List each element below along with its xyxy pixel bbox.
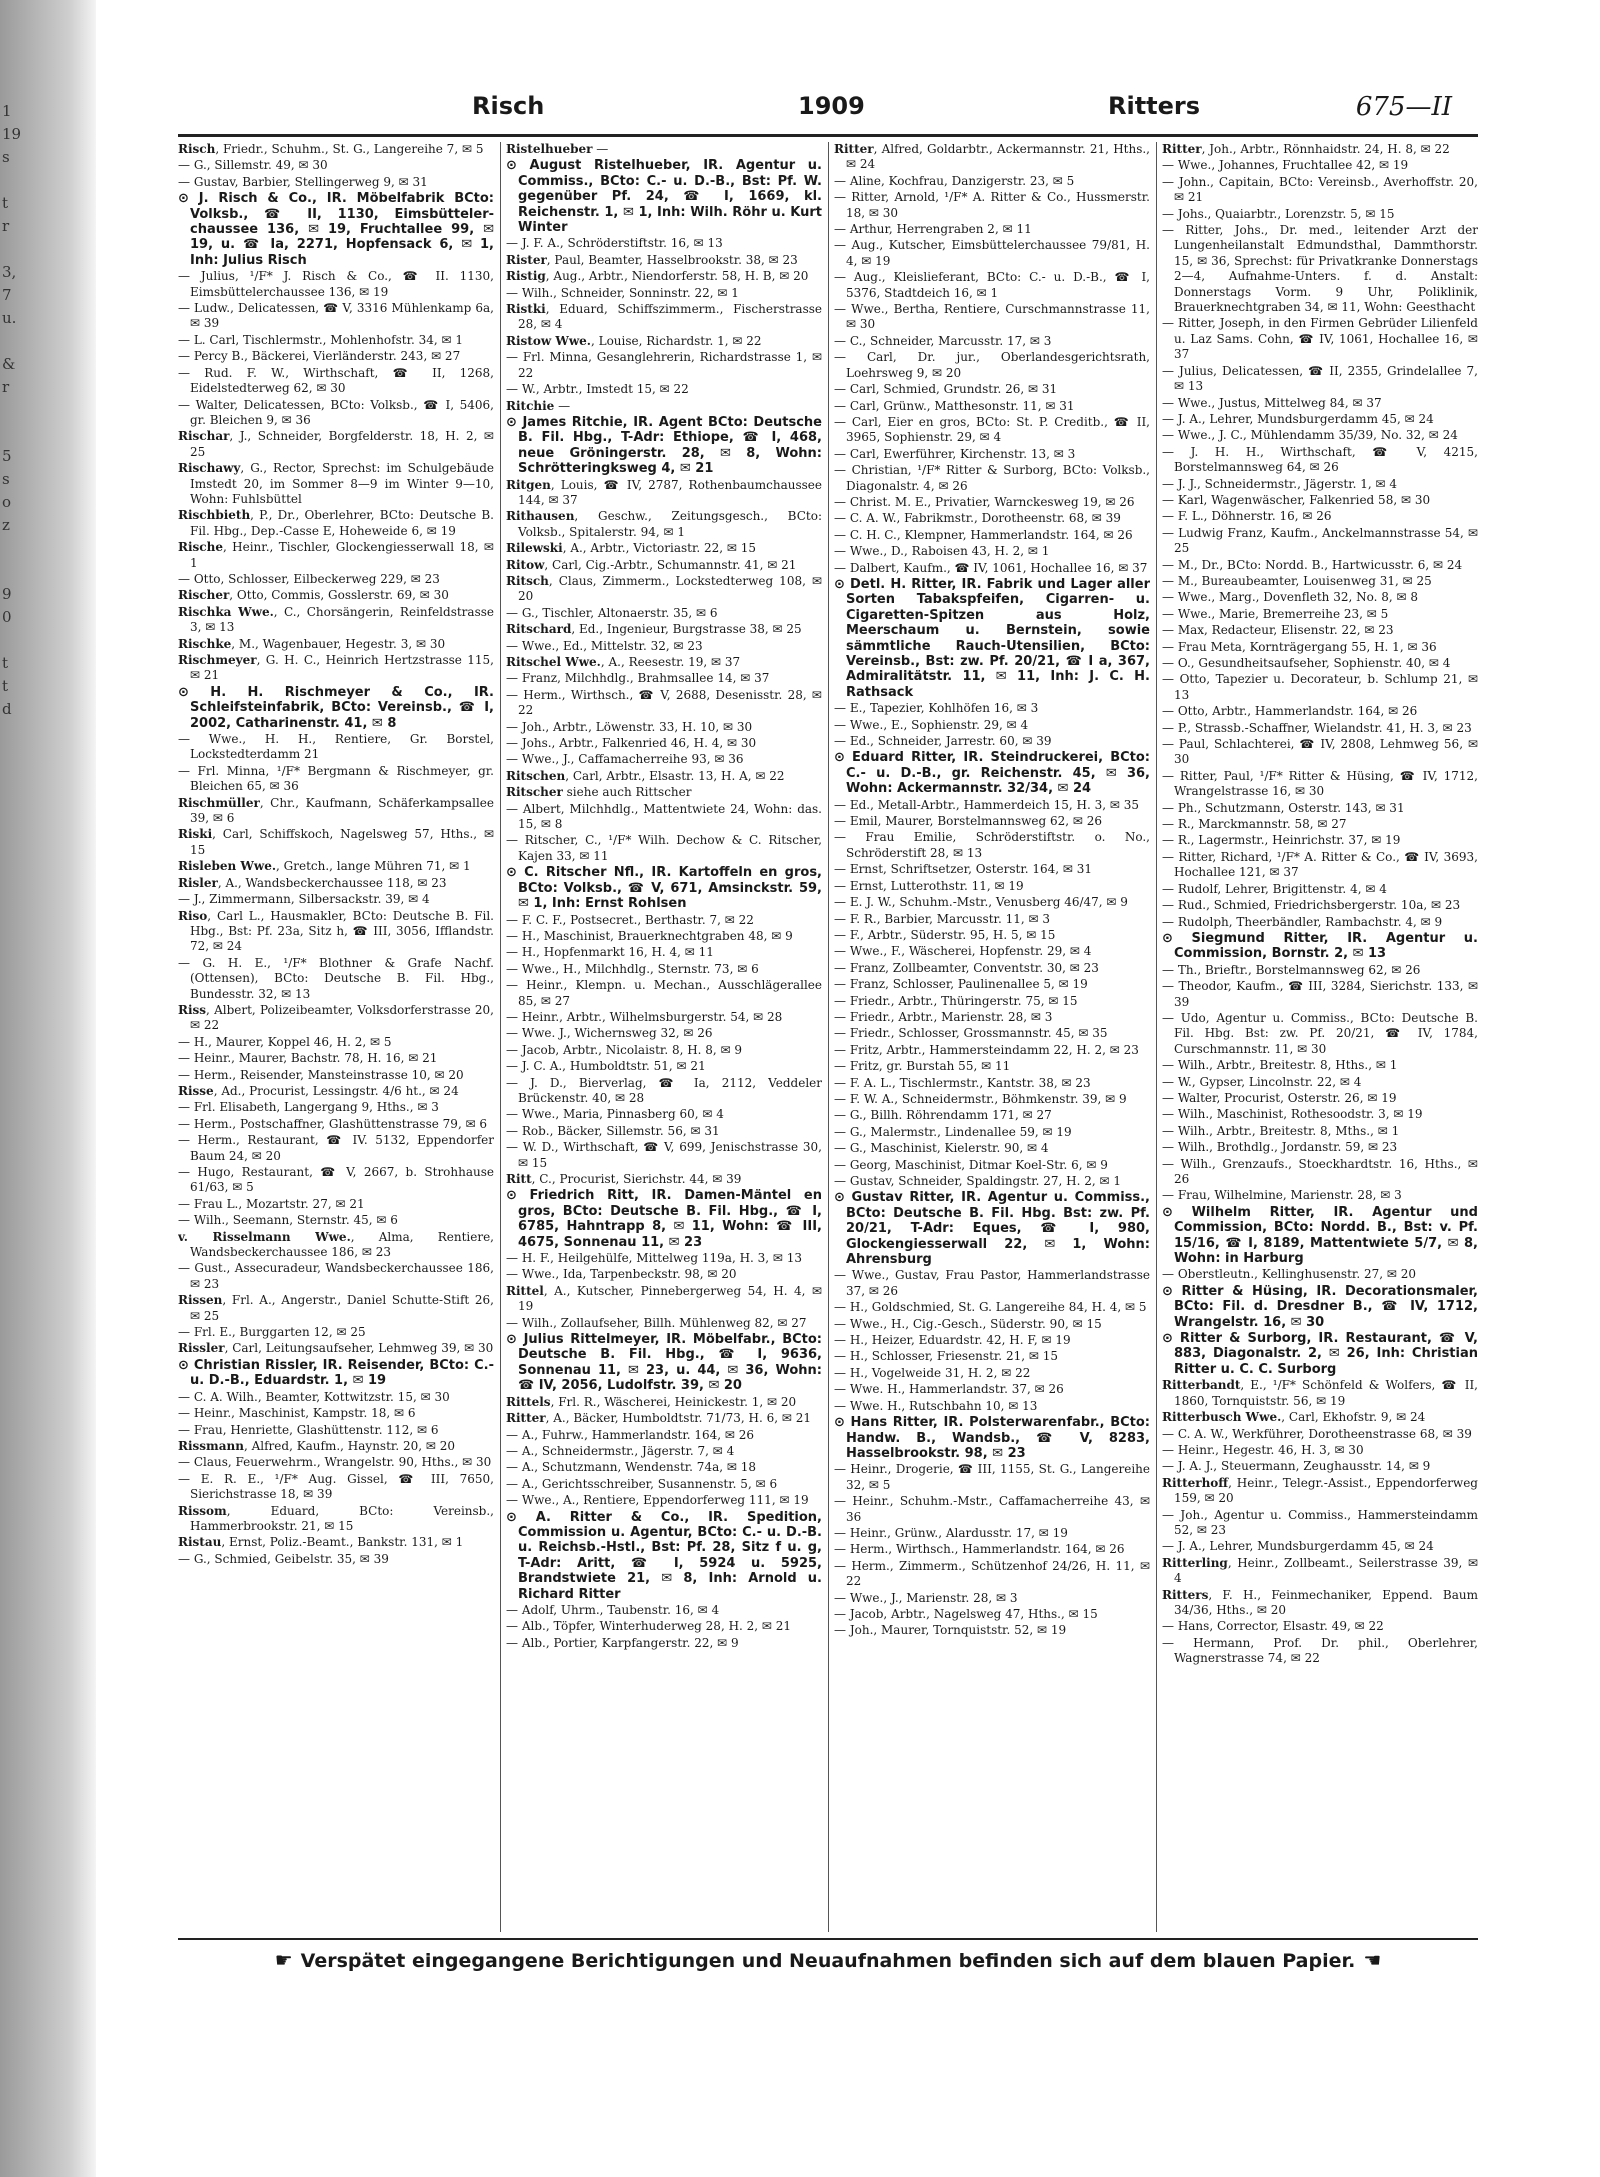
sub-entry: — Joh., Agentur u. Commiss., Hammersteindamm 52, ✉ 23 [1162, 1507, 1478, 1537]
sub-entry: — Ernst, Schriftsetzer, Osterstr. 164, ✉ 31 [834, 862, 1093, 877]
surname-entry: Ritow, Carl, Cig.-Arbtr., Schumannstr. 41, ✉ 21 [506, 557, 797, 572]
sub-entry: — Rud., Schmied, Friedrichsbergerstr. 10a, ✉ 23 [1162, 898, 1461, 913]
surname-entry: Ritscher siehe auch Rittscher [506, 785, 692, 800]
sub-entry: — G., Schmied, Geibelstr. 35, ✉ 39 [178, 1551, 389, 1566]
sub-entry: — Wilh., Zollaufseher, Billh. Mühlenweg 82, ✉ 27 [506, 1315, 807, 1330]
sub-entry: — Ritter, Johs., Dr. med., leitender Arzt der Lungenheilanstalt Edmundsthal, Dammthorstr. 15, ✉ 36, Sprechst: für Privatkranke Donnerstags 2—4, Aufnahme-Unters. f. d. Anstalt: Donnerstags Vorm. 9 Uhr, Poliklinik, Brauerknechtgraben 34, ✉ 11, Wohn: Geesthacht [1162, 223, 1478, 315]
surname-entry: Rischer, Otto, Commis, Gosslerstr. 69, ✉ 30 [178, 588, 449, 603]
margin-fragment: s [2, 148, 10, 166]
sub-entry: — A., Gerichtsschreiber, Susannenstr. 5, ✉ 6 [506, 1476, 778, 1491]
sub-entry: — Frau, Wilhelmine, Marienstr. 28, ✉ 3 [1162, 1188, 1402, 1203]
sub-entry: — Wilh., Grenzaufs., Stoeckhardtstr. 16, Hths., ✉ 26 [1162, 1156, 1478, 1186]
surname-entry: Ritterbusch Wwe., Carl, Ekhofstr. 9, ✉ 24 [1162, 1410, 1426, 1425]
column-divider [828, 142, 829, 1932]
sub-entry: — Ludw., Delicatessen, ☎ V, 3316 Mühlenkamp 6a, ✉ 39 [178, 301, 494, 331]
sub-entry: — Walter, Delicatessen, BCto: Volksb., ☎ I, 5406, gr. Bleichen 9, ✉ 36 [178, 397, 494, 427]
sub-entry: — Rob., Bäcker, Sillemstr. 56, ✉ 31 [506, 1123, 720, 1138]
sub-entry: — Ernst, Lutterothstr. 11, ✉ 19 [834, 878, 1024, 893]
sub-entry: — Carl, Dr. jur., Oberlandesgerichtsrath, Loehrsweg 9, ✉ 20 [834, 350, 1150, 380]
sub-entry: — Gust., Assecuradeur, Wandsbeckerchaussee 186, ✉ 23 [178, 1261, 494, 1291]
surname-entry: Ritterling, Heinr., Zollbeamt., Seilerstrasse 39, ✉ 4 [1162, 1555, 1478, 1586]
column-divider [1156, 142, 1157, 1932]
surname-entry: Ritter, A., Bäcker, Humboldtstr. 71/73, H. 6, ✉ 21 [506, 1411, 811, 1426]
sub-entry: — Otto, Tapezier u. Decorateur, b. Schlump 21, ✉ 13 [1162, 672, 1478, 702]
surname-entry: Ristelhueber — [506, 142, 609, 156]
firm-entry: ⊙ Eduard Ritter, IR. Steindruckerei, BCto: C.- u. D.-B., gr. Reichenstr. 45, ✉ 36, Wohn: Ackermannstr. 32/34, ✉ 24 [834, 750, 1150, 797]
surname-entry: Rissom, Eduard, BCto: Vereinsb., Hammerbrookstr. 21, ✉ 15 [178, 1503, 494, 1533]
margin-fragment: z [2, 516, 10, 534]
margin-fragment [2, 721, 16, 744]
sub-entry: — A., Schutzmann, Wendenstr. 74a, ✉ 18 [506, 1460, 757, 1475]
surname-entry: Ristig, Aug., Arbtr., Niendorferstr. 58, H. B, ✉ 20 [506, 269, 809, 284]
sub-entry: — Wwe., Ida, Tarpenbeckstr. 98, ✉ 20 [506, 1267, 737, 1282]
sub-entry: — Rud. F. W., Wirthschaft, ☎ II, 1268, Eidelstedterweg 62, ✉ 30 [178, 365, 494, 396]
sub-entry: — G., Sillemstr. 49, ✉ 30 [178, 158, 328, 173]
sub-entry: — Aline, Kochfrau, Danzigerstr. 23, ✉ 5 [834, 173, 1075, 188]
sub-entry: — Heinr., Schuhm.-Mstr., Caffamacherreihe 43, ✉ 36 [834, 1494, 1150, 1524]
sub-entry: — Walter, Procurist, Osterstr. 26, ✉ 19 [1162, 1090, 1397, 1105]
sub-entry: — F. C. F., Postsecret., Berthastr. 7, ✉ 22 [506, 912, 754, 927]
sub-entry: — J. A., Lehrer, Mundsburgerdamm 45, ✉ 24 [1162, 1539, 1434, 1554]
sub-entry: — Theodor, Kaufm., ☎ III, 3284, Sierichstr. 133, ✉ 39 [1162, 979, 1478, 1009]
sub-entry: — W., Gypser, Lincolnstr. 22, ✉ 4 [1162, 1074, 1362, 1089]
sub-entry: — Herm., Zimmerm., Schützenhof 24/26, H. 11, ✉ 22 [834, 1558, 1150, 1589]
surname-entry: Ritter, Alfred, Goldarbtr., Ackermannstr. 21, Hths., ✉ 24 [834, 142, 1150, 172]
sub-entry: — Fritz, gr. Burstah 55, ✉ 11 [834, 1059, 1011, 1074]
margin-fragment [2, 422, 16, 445]
surname-entry: Rittel, A., Kutscher, Pinnebergerweg 54, H. 4, ✉ 19 [506, 1283, 822, 1314]
sub-entry: — Adolf, Uhrm., Taubenstr. 16, ✉ 4 [506, 1602, 720, 1617]
sub-entry: — C., Schneider, Marcusstr. 17, ✉ 3 [834, 333, 1052, 348]
sub-entry: — E. J. W., Schuhm.-Mstr., Venusberg 46/47, ✉ 9 [834, 895, 1128, 910]
sub-entry: — Heinr., Drogerie, ☎ III, 1155, St. G., Langereihe 32, ✉ 5 [834, 1462, 1150, 1492]
firm-entry: ⊙ A. Ritter & Co., IR. Spedition, Commission u. Agentur, BCto: C.- u. D.-B. u. Reichsb.-Hstl., Bst: Pf. 28, Sitz f u. g, T-Adr: Aritt, ☎ I, 5924 u. 5925, Brandstwiete 21, ✉ 8, Inh: Arnold u. Richard Ritter [506, 1509, 822, 1602]
firm-entry: ⊙ Siegmund Ritter, IR. Agentur u. Commission, Bornstr. 2, ✉ 13 [1162, 930, 1478, 962]
sub-entry: — J. H. H., Wirthschaft, ☎ V, 4215, Borstelmannsweg 64, ✉ 26 [1162, 444, 1478, 475]
sub-entry: — Dalbert, Kaufm., ☎ IV, 1061, Hochallee 16, ✉ 37 [834, 560, 1148, 575]
sub-entry: — Wilh., Schneider, Sonninstr. 22, ✉ 1 [506, 285, 739, 300]
sub-entry: — Percy B., Bäckerei, Vierländerstr. 243, ✉ 27 [178, 349, 461, 364]
surname-entry: Risler, A., Wandsbeckerchaussee 118, ✉ 23 [178, 875, 447, 890]
sub-entry: — Frau Emilie, Schröderstiftstr. o. No., Schröderstift 28, ✉ 13 [834, 830, 1150, 860]
sub-entry: — Th., Brieftr., Borstelmannsweg 62, ✉ 26 [1162, 962, 1421, 977]
sub-entry: — J. A., Lehrer, Mundsburgerdamm 45, ✉ 24 [1162, 411, 1434, 426]
sub-entry: — Otto, Arbtr., Hammerlandstr. 164, ✉ 26 [1162, 704, 1418, 719]
surname-entry: Risleben Wwe., Gretch., lange Mühren 71, ✉ 1 [178, 859, 471, 874]
sub-entry: — H., Hopfenmarkt 16, H. 4, ✉ 11 [506, 945, 714, 960]
sub-entry: — C. H. C., Klempner, Hammerlandstr. 164, ✉ 26 [834, 527, 1133, 542]
firm-entry: ⊙ Detl. H. Ritter, IR. Fabrik und Lager aller Sorten Tabakspfeifen, Cigarren- u. Cigaretten-Spitzen aus Holz, Meerschaum u. Bernstein, sowie sämmtliche Rauch-Utensilien, BCto: Vereinsb., Bst: zw. Pf. 20/21, ☎ I a, 367, Admiralitätstr. 11, ✉ 11, Inh: J. C. H. Rathsack [834, 576, 1150, 700]
sub-entry: — Gustav, Barbier, Stellingerweg 9, ✉ 31 [178, 174, 428, 189]
sub-entry: — Friedr., Arbtr., Marienstr. 28, ✉ 3 [834, 1009, 1053, 1024]
sub-entry: — P., Strassb.-Schaffner, Wielandstr. 41, H. 3, ✉ 23 [1162, 720, 1472, 735]
sub-entry: — Carl, Grünw., Matthesonstr. 11, ✉ 31 [834, 398, 1075, 413]
firm-entry: ⊙ Ritter & Surborg, IR. Restaurant, ☎ V, 883, Diagonalstr. 2, ✉ 26, Inh: Christian Ritter u. C. C. Surborg [1162, 1331, 1478, 1377]
sub-entry: — Wilh., Maschinist, Rothesoodstr. 3, ✉ 19 [1162, 1107, 1423, 1122]
sub-entry: — O., Gesundheitsaufseher, Sophienstr. 40, ✉ 4 [1162, 656, 1451, 670]
surname-entry: Ritters, F. H., Feinmechaniker, Eppend. Baum 34/36, Hths., ✉ 20 [1162, 1587, 1478, 1617]
sub-entry: — H., Maschinist, Brauerknechtgraben 48, ✉ 9 [506, 928, 793, 943]
surname-entry: Rischar, J., Schneider, Borgfelderstr. 18, H. 2, ✉ 25 [178, 429, 494, 459]
sub-entry: — Friedr., Schlosser, Grossmannstr. 45, ✉ 35 [834, 1026, 1108, 1041]
sub-entry: — Wwe., Bertha, Rentiere, Curschmannstrasse 11, ✉ 30 [834, 302, 1150, 332]
sub-entry: — J., Zimmermann, Silbersackstr. 39, ✉ 4 [178, 892, 430, 907]
margin-fragment: & [2, 355, 16, 373]
column-divider [500, 142, 501, 1932]
sub-entry: — Arthur, Herrengraben 2, ✉ 11 [834, 222, 1032, 237]
sub-entry: — Frl. E., Burggarten 12, ✉ 25 [178, 1325, 366, 1340]
surname-entry: Ristki, Eduard, Schiffszimmerm., Fischerstrasse 28, ✉ 4 [506, 302, 822, 332]
column-1 [178, 142, 494, 1932]
sub-entry: — L. Carl, Tischlermstr., Mohlenhofstr. 34, ✉ 1 [178, 332, 464, 347]
sub-entry: — Franz, Milchhdlg., Brahmsallee 14, ✉ 37 [506, 671, 770, 686]
sub-entry: — Frl. Elisabeth, Langergang 9, Hths., ✉ 3 [178, 1100, 439, 1115]
sub-entry: — Wwe., H., Milchhdlg., Sternstr. 73, ✉ 6 [506, 961, 759, 976]
sub-entry: — Herm., Wirthsch., ☎ V, 2688, Desenisstr. 28, ✉ 22 [506, 687, 822, 718]
surname-entry: Ritter, Joh., Arbtr., Rönnhaidstr. 24, H. 8, ✉ 22 [1162, 142, 1450, 156]
surname-entry: Rischawy, G., Rector, Sprechst: im Schulgebäude Imstedt 20, im Sommer 8—9 im Winter 9—10, Wohn: Fuhlsbüttel [178, 461, 494, 506]
surname-entry: Rissler, Carl, Leitungsaufseher, Lehmweg 39, ✉ 30 [178, 1341, 494, 1356]
sub-entry: — Christ. M. E., Privatier, Warnckesweg 19, ✉ 26 [834, 494, 1135, 509]
sub-entry: — Wwe., J., Caffamacherreihe 93, ✉ 36 [506, 752, 744, 767]
sub-entry: — G. H. E., ¹/F* Blothner & Grafe Nachf. (Ottensen), BCto: Deutsche B. Fil. Hbg., Bundesstr. 32, ✉ 13 [178, 955, 494, 1001]
sub-entry: — Wwe. H., Hammerlandstr. 37, ✉ 26 [834, 1382, 1064, 1397]
sub-entry: — Wwe., Ed., Mittelstr. 32, ✉ 23 [506, 638, 703, 653]
firm-entry: ⊙ Ritter & Hüsing, IR. Decorationsmaler, BCto: Fil. d. Dresdner B., ☎ IV, 1712, Wrangelstr. 16, ✉ 30 [1162, 1283, 1478, 1330]
surname-entry: Riss, Albert, Polizeibeamter, Volksdorferstrasse 20, ✉ 22 [178, 1002, 494, 1033]
surname-entry: Rischke, M., Wagenbauer, Hegestr. 3, ✉ 30 [178, 636, 446, 651]
surname-entry: Rilewski, A., Arbtr., Victoriastr. 22, ✉ 15 [506, 541, 757, 556]
sub-entry: — Otto, Schlosser, Eilbeckerweg 229, ✉ 23 [178, 571, 440, 586]
sub-entry: — H., Maurer, Koppel 46, H. 2, ✉ 5 [178, 1034, 392, 1049]
sub-entry: — Wwe., H., Cig.-Gesch., Süderstr. 90, ✉ 15 [834, 1316, 1102, 1331]
margin-fragment [2, 537, 16, 560]
surname-entry: Risse, Ad., Procurist, Lessingstr. 4/6 ht., ✉ 24 [178, 1083, 459, 1098]
footer-notice [178, 1948, 1478, 1972]
sub-entry: — Johs., Quaiarbtr., Lorenzstr. 5, ✉ 15 [1162, 206, 1395, 221]
margin-fragment: s [2, 470, 10, 488]
sub-entry: — Frau Meta, Kornträgergang 55, H. 1, ✉ 36 [1162, 639, 1437, 654]
margin-fragment: r [2, 378, 10, 396]
sub-entry: — Wwe. H., Rutschbahn 10, ✉ 13 [834, 1398, 1038, 1413]
sub-entry: — Ritter, Joseph, in den Firmen Gebrüder Lilienfeld u. Laz Sams. Cohn, ☎ IV, 1061, Hochallee 16, ✉ 37 [1162, 316, 1478, 362]
sub-entry: — F. L., Döhnerstr. 16, ✉ 26 [1162, 509, 1332, 524]
sub-entry: — Wwe., Justus, Mittelweg 84, ✉ 37 [1162, 395, 1382, 410]
sub-entry: — Heinr., Hegestr. 46, H. 3, ✉ 30 [1162, 1442, 1364, 1457]
sub-entry: — M., Bureaubeamter, Louisenweg 31, ✉ 25 [1162, 573, 1432, 588]
sub-entry: — Georg, Maschinist, Ditmar Koel-Str. 6, ✉ 9 [834, 1157, 1108, 1172]
sub-entry: — Ritter, Arnold, ¹/F* A. Ritter & Co., Hussmerstr. 18, ✉ 30 [834, 190, 1150, 220]
sub-entry: — G., Malermstr., Lindenallee 59, ✉ 19 [834, 1124, 1072, 1139]
header-page-number: 675—II [1355, 92, 1452, 122]
surname-entry: Ritgen, Louis, ☎ IV, 2787, Rothenbaumchaussee 144, ✉ 37 [506, 477, 822, 507]
margin-fragment [2, 238, 16, 261]
sub-entry: — Heinr., Arbtr., Wilhelmsburgerstr. 54, ✉ 28 [506, 1009, 783, 1024]
surname-entry: Rister, Paul, Beamter, Hasselbrookstr. 38, ✉ 23 [506, 252, 798, 267]
surname-entry: Ritterhoff, Heinr., Telegr.-Assist., Eppendorferweg 159, ✉ 20 [1162, 1475, 1478, 1506]
sub-entry: — Wwe., Marie, Bremerreihe 23, ✉ 5 [1162, 606, 1389, 621]
margin-fragment: 9 [2, 585, 12, 603]
margin-fragment: r [2, 217, 10, 235]
sub-entry: — Wwe., Marg., Dovenfleth 32, No. 8, ✉ 8 [1162, 590, 1419, 605]
sub-entry: — H. F., Heilgehülfe, Mittelweg 119a, H. 3, ✉ 13 [506, 1251, 803, 1266]
surname-entry: Ritt, C., Procurist, Sierichstr. 44, ✉ 39 [506, 1172, 742, 1186]
margin-fragment [2, 169, 16, 192]
sub-entry: — J. F. A., Schröderstiftstr. 16, ✉ 13 [506, 236, 723, 251]
sub-entry: — Wwe., D., Raboisen 43, H. 2, ✉ 1 [834, 544, 1050, 559]
sub-entry: — Carl, Schmied, Grundstr. 26, ✉ 31 [834, 382, 1058, 397]
sub-entry: — Alb., Töpfer, Winterhuderweg 28, H. 2, ✉ 21 [506, 1619, 792, 1634]
sub-entry: — Herm., Wirthsch., Hammerlandstr. 164, ✉ 26 [834, 1542, 1125, 1557]
footer-text: Verspätet eingegangene Berichtigungen und Neuaufnahmen befinden sich auf dem blauen Papier. [300, 1950, 1356, 1972]
sub-entry: — Wwe., A., Rentiere, Eppendorferweg 111, ✉ 19 [506, 1493, 809, 1508]
sub-entry: — C. A. W., Fabrikmstr., Dorotheenstr. 68, ✉ 39 [834, 511, 1121, 526]
sub-entry: — Herm., Reisender, Mansteinstrasse 10, ✉ 20 [178, 1067, 464, 1082]
margin-fragment [2, 629, 16, 652]
firm-entry: ⊙ Wilhelm Ritter, IR. Agentur und Commission, BCto: Nordd. B., Bst: v. Pf. 15/16, ☎ I, 8189, Mattentwiete 5/7, ✉ 8, Wohn: in Harburg [1162, 1204, 1478, 1267]
footer-rule [178, 1938, 1478, 1940]
margin-fragment: o [2, 493, 12, 511]
sub-entry: — E., Tapezier, Kohlhöfen 16, ✉ 3 [834, 701, 1039, 716]
margin-fragment: t [2, 677, 9, 695]
margin-fragment [2, 399, 16, 422]
sub-entry: — E. R. E., ¹/F* Aug. Gissel, ☎ III, 7650, Sierichstrasse 18, ✉ 39 [178, 1471, 494, 1502]
sub-entry: — Ludwig Franz, Kaufm., Anckelmannstrasse 54, ✉ 25 [1162, 525, 1478, 556]
sub-entry: — G., Maschinist, Kielerstr. 90, ✉ 4 [834, 1141, 1049, 1156]
sub-entry: — Ritter, Paul, ¹/F* Ritter & Hüsing, ☎ IV, 1712, Wrangelstrasse 16, ✉ 30 [1162, 768, 1478, 799]
surname-entry: Rittels, Frl. R., Wäscherei, Heinickestr. 1, ✉ 20 [506, 1394, 797, 1409]
sub-entry: — A., Fuhrw., Hammerlandstr. 164, ✉ 26 [506, 1427, 755, 1442]
sub-entry: — Wwe., Maria, Pinnasberg 60, ✉ 4 [506, 1107, 724, 1122]
sub-entry: — Franz, Zollbeamter, Conventstr. 30, ✉ 23 [834, 960, 1099, 975]
firm-entry: ⊙ Gustav Ritter, IR. Agentur u. Commiss., BCto: Deutsche B. Fil. Hbg. Bst: zw. Pf. 20/21, T-Adr: Eques, ☎ I, 980, Glockengiesserwall 22, ✉ 1, Wohn: Ahrensburg [834, 1190, 1150, 1268]
surname-entry: Riso, Carl L., Hausmakler, BCto: Deutsche B. Fil. Hbg., Bst: Pf. 23a, Sitz h, ☎ III, 3056, Ifflandstr. 72, ✉ 24 [178, 908, 494, 954]
sub-entry: — Fritz, Arbtr., Hammersteindamm 22, H. 2, ✉ 23 [834, 1042, 1139, 1057]
sub-entry: — Karl, Wagenwäscher, Falkenried 58, ✉ 30 [1162, 492, 1431, 507]
surname-entry: Ritterbandt, E., ¹/F* Schönfeld & Wolfers, ☎ II, 1860, Tornquiststr. 56, ✉ 19 [1162, 1378, 1478, 1408]
sub-entry: — Gustav, Schneider, Spaldingstr. 27, H. 2, ✉ 1 [834, 1174, 1122, 1188]
pointing-hand-right-icon: ☛ [274, 1948, 293, 1972]
surname-entry: Ristow Wwe., Louise, Richardstr. 1, ✉ 22 [506, 333, 762, 348]
sub-entry: — Albert, Milchhdlg., Mattentwiete 24, Wohn: das. 15, ✉ 8 [506, 801, 822, 832]
surname-entry: Risch, Friedr., Schuhm., St. G., Langereihe 7, ✉ 5 [178, 142, 484, 156]
sub-entry: — Joh., Arbtr., Löwenstr. 33, H. 10, ✉ 30 [506, 719, 753, 734]
page-header [178, 86, 1478, 126]
directory-columns [178, 142, 1478, 1932]
firm-entry: ⊙ James Ritchie, IR. Agent BCto: Deutsche B. Fil. Hbg., T-Adr: Ethiope, ☎ I, 468, neue Gröningerstr. 28, ✉ 8, Wohn: Schrötteringksweg 4, ✉ 21 [506, 414, 822, 477]
directory-page [178, 66, 1478, 2126]
sub-entry: — Rudolph, Theerbändler, Rambachstr. 4, ✉ 9 [1162, 914, 1443, 929]
sub-entry: — Wwe., H. H., Rentiere, Gr. Borstel, Lockstedterdamm 21 [178, 732, 494, 762]
sub-entry: — Frl. Minna, ¹/F* Bergmann & Rischmeyer, gr. Bleichen 65, ✉ 36 [178, 763, 494, 794]
header-left-keyword: Risch [472, 92, 545, 120]
sub-entry: — M., Dr., BCto: Nordd. B., Hartwicusstr. 6, ✉ 24 [1162, 557, 1463, 572]
sub-entry: — Wwe., F., Wäscherei, Hopfenstr. 29, ✉ 4 [834, 944, 1092, 959]
surname-entry: Rischbieth, P., Dr., Oberlehrer, BCto: Deutsche B. Fil. Hbg., Dep.-Casse E, Hoheweide 6, ✉ 19 [178, 508, 494, 538]
column-2 [506, 142, 822, 1932]
sub-entry: — C. A. W., Werkführer, Dorotheenstrasse 68, ✉ 39 [1162, 1426, 1472, 1441]
sub-entry: — A., Schneidermstr., Jägerstr. 7, ✉ 4 [506, 1443, 735, 1458]
surname-entry: Ritschel Wwe., A., Reesestr. 19, ✉ 37 [506, 655, 741, 669]
surname-entry: Rithausen, Geschw., Zeitungsgesch., BCto: Volksb., Spitalerstr. 94, ✉ 1 [506, 509, 822, 539]
sub-entry: — Wwe. J., Wichernsweg 32, ✉ 26 [506, 1026, 713, 1041]
margin-fragment: d [2, 700, 12, 718]
sub-entry: — F., Arbtr., Süderstr. 95, H. 5, ✉ 15 [834, 927, 1056, 942]
surname-entry: Riski, Carl, Schiffskoch, Nagelsweg 57, Hths., ✉ 15 [178, 827, 494, 857]
sub-entry: — W., Arbtr., Imstedt 15, ✉ 22 [506, 382, 689, 397]
sub-entry: — R., Marckmannstr. 58, ✉ 27 [1162, 817, 1347, 832]
sub-entry: — Joh., Maurer, Tornquiststr. 52, ✉ 19 [834, 1623, 1067, 1638]
margin-fragment: 0 [2, 608, 12, 626]
sub-entry: — Frau, Henriette, Glashüttenstr. 112, ✉ 6 [178, 1422, 439, 1437]
margin-fragment: 5 [2, 447, 12, 465]
sub-entry: — Julius, Delicatessen, ☎ II, 2355, Grindelallee 7, ✉ 13 [1162, 363, 1478, 394]
margin-fragment: 3, [2, 263, 17, 281]
sub-entry: — Frau L., Mozartstr. 27, ✉ 21 [178, 1196, 365, 1211]
margin-fragment [2, 560, 16, 583]
header-rule [178, 134, 1478, 137]
margin-fragment: t [2, 194, 9, 212]
margin-fragment: 19 [2, 125, 22, 143]
sub-entry: — Frl. Minna, Gesanglehrerin, Richardstrasse 1, ✉ 22 [506, 350, 822, 380]
sub-entry: — Ritscher, C., ¹/F* Wilh. Dechow & C. Ritscher, Kajen 33, ✉ 11 [506, 833, 822, 863]
margin-fragment: 1 [2, 102, 12, 120]
sub-entry: — Hugo, Restaurant, ☎ V, 2667, b. Strohhause 61/63, ✉ 5 [178, 1165, 494, 1195]
sub-entry: — H., Heizer, Eduardstr. 42, H. F, ✉ 19 [834, 1333, 1071, 1348]
sub-entry: — F. R., Barbier, Marcusstr. 11, ✉ 3 [834, 911, 1050, 926]
margin-fragment: t [2, 654, 9, 672]
sub-entry: — Wilh., Brothdlg., Jordanstr. 59, ✉ 23 [1162, 1140, 1398, 1155]
sub-entry: — Wilh., Seemann, Sternstr. 45, ✉ 6 [178, 1213, 398, 1228]
sub-entry: — Ed., Metall-Arbtr., Hammerdeich 15, H. 3, ✉ 35 [834, 797, 1140, 812]
firm-entry: ⊙ C. Ritscher Nfl., IR. Kartoffeln en gros, BCto: Volksb., ☎ V, 671, Amsinckstr. 59, ✉ 1, Inh: Ernst Rohlsen [506, 865, 822, 912]
surname-entry: Ritschard, Ed., Ingenieur, Burgstrasse 38, ✉ 25 [506, 622, 802, 637]
sub-entry: — Aug., Kutscher, Eimsbüttelerchaussee 79/81, H. 4, ✉ 19 [834, 238, 1150, 268]
sub-entry: — Rudolf, Lehrer, Brigittenstr. 4, ✉ 4 [1162, 881, 1387, 896]
firm-entry: ⊙ J. Risch & Co., IR. Möbelfabrik BCto: Volksb., ☎ II, 1130, Eimsbütteler-chaussee 136, ✉ 19, Fruchtallee 99, ✉ 19, u. ☎ Ia, 2271, Hopfensack 6, ✉ 1, Inh: Julius Risch [178, 191, 494, 268]
sub-entry: — Ritter, Richard, ¹/F* A. Ritter & Co., ☎ IV, 3693, Hochallee 121, ✉ 37 [1162, 849, 1478, 880]
sub-entry: — Wwe., J., Marienstr. 28, ✉ 3 [834, 1590, 1018, 1605]
margin-fragment: u. [2, 309, 17, 327]
surname-entry: Rischmeyer, G. H. C., Heinrich Hertzstrasse 115, ✉ 21 [178, 653, 494, 683]
sub-entry: — Franz, Schlosser, Paulinenallee 5, ✉ 19 [834, 977, 1088, 992]
sub-entry: — J. C. A., Humboldtstr. 51, ✉ 21 [506, 1059, 706, 1074]
sub-entry: — Heinr., Maurer, Bachstr. 78, H. 16, ✉ 21 [178, 1051, 438, 1066]
sub-entry: — Carl, Ewerführer, Kirchenstr. 13, ✉ 3 [834, 446, 1076, 461]
sub-entry: — Wilh., Arbtr., Breitestr. 8, Hths., ✉ 1 [1162, 1058, 1398, 1073]
pointing-hand-left-icon: ☚ [1363, 1948, 1382, 1972]
firm-entry: ⊙ H. H. Rischmeyer & Co., IR. Schleifsteinfabrik, BCto: Vereinsb., ☎ I, 2002, Catharinenstr. 41, ✉ 8 [178, 684, 494, 731]
sub-entry: — Ed., Schneider, Jarrestr. 60, ✉ 39 [834, 734, 1052, 749]
sub-entry: — Heinr., Klempn. u. Mechan., Ausschlägerallee 85, ✉ 27 [506, 978, 822, 1008]
sub-entry: — Wilh., Arbtr., Breitestr. 8, Mths., ✉ 1 [1162, 1123, 1400, 1138]
firm-entry: ⊙ August Ristelhueber, IR. Agentur u. Commiss., BCto: C.- u. D.-B., Bst: Pf. W. gegenüber Pf. 24, ☎ I, 1669, kl. Reichenstr. 1, ✉ 1, Inh: Wilh. Röhr u. Kurt Winter [506, 158, 822, 236]
surname-entry: Rissmann, Alfred, Kaufm., Haynstr. 20, ✉ 20 [178, 1438, 455, 1453]
sub-entry: — Johs., Arbtr., Falkenried 46, H. 4, ✉ 30 [506, 736, 757, 751]
sub-entry: — Claus, Feuerwehrm., Wrangelstr. 90, Hths., ✉ 30 [178, 1455, 492, 1470]
firm-entry: ⊙ Friedrich Ritt, IR. Damen-Mäntel en gros, BCto: Deutsche B. Fil. Hbg., ☎ I, 6785, Hahntrapp 8, ✉ 11, Wohn: ☎ III, 4675, Sonnenau 11, ✉ 23 [506, 1188, 822, 1250]
header-year: 1909 [798, 92, 865, 120]
header-right-keyword: Ritters [1108, 92, 1201, 120]
sub-entry: — H., Schlosser, Friesenstr. 21, ✉ 15 [834, 1349, 1058, 1364]
sub-entry: — G., Tischler, Altonaerstr. 35, ✉ 6 [506, 605, 718, 620]
sub-entry: — Jacob, Arbtr., Nagelsweg 47, Hths., ✉ 15 [834, 1606, 1098, 1621]
sub-entry: — Herm., Postschaffner, Glashüttenstrasse 79, ✉ 6 [178, 1116, 488, 1131]
sub-entry: — Herm., Restaurant, ☎ IV. 5132, Eppendorfer Baum 24, ✉ 20 [178, 1133, 494, 1163]
surname-entry: Ristau, Ernst, Poliz.-Beamt., Bankstr. 131, ✉ 1 [178, 1535, 464, 1550]
surname-entry: v. Risselmann Wwe., Alma, Rentiere, Wandsbeckerchaussee 186, ✉ 23 [178, 1229, 494, 1260]
sub-entry: — Paul, Schlachterei, ☎ IV, 2808, Lehmweg 56, ✉ 30 [1162, 737, 1478, 767]
sub-entry: — J. A. J., Steuermann, Zeughausstr. 14, ✉ 9 [1162, 1459, 1431, 1474]
sub-entry: — Wwe., Johannes, Fruchtallee 42, ✉ 19 [1162, 158, 1409, 173]
sub-entry: — Max, Redacteur, Elisenstr. 22, ✉ 23 [1162, 623, 1394, 638]
surname-entry: Rische, Heinr., Tischler, Glockengiesserwall 18, ✉ 1 [178, 540, 494, 570]
firm-entry: ⊙ Christian Rissler, IR. Reisender, BCto: C.- u. D.-B., Eduardstr. 1, ✉ 19 [178, 1357, 494, 1389]
sub-entry: — Friedr., Arbtr., Thüringerstr. 75, ✉ 15 [834, 993, 1078, 1008]
column-3 [834, 142, 1150, 1932]
sub-entry: — Wwe., Gustav, Frau Pastor, Hammerlandstrasse 37, ✉ 26 [834, 1268, 1150, 1298]
sub-entry: — Wwe., J. C., Mühlendamm 35/39, No. 32, ✉ 24 [1162, 428, 1458, 443]
sub-entry: — Julius, ¹/F* J. Risch & Co., ☎ II. 1130, Eimsbüttelerchaussee 136, ✉ 19 [178, 269, 494, 299]
firm-entry: ⊙ Hans Ritter, IR. Polsterwarenfabr., BCto: Handw. B., Wandsb., ☎ V, 8283, Hasselbrookstr. 98, ✉ 23 [834, 1415, 1150, 1461]
sub-entry: — J. D., Bierverlag, ☎ Ia, 2112, Veddeler Brückenstr. 40, ✉ 28 [506, 1075, 822, 1105]
margin-fragment: 7 [2, 286, 12, 304]
sub-entry: — Udo, Agentur u. Commiss., BCto: Deutsche B. Fil. Hbg. Bst: zw. Pf. 20/21, ☎ IV, 1784, Curschmannstr. 11, ✉ 30 [1162, 1010, 1478, 1056]
sub-entry: — Hans, Corrector, Elsastr. 49, ✉ 22 [1162, 1619, 1384, 1634]
sub-entry: — John., Capitain, BCto: Vereinsb., Averhoffstr. 20, ✉ 21 [1162, 174, 1478, 205]
sub-entry: — Emil, Maurer, Borstelmannsweg 62, ✉ 26 [834, 814, 1103, 829]
sub-entry: — G., Billh. Röhrendamm 171, ✉ 27 [834, 1108, 1052, 1123]
surname-entry: Ritsch, Claus, Zimmerm., Lockstedterweg 108, ✉ 20 [506, 573, 822, 604]
sub-entry: — Heinr., Grünw., Alardusstr. 17, ✉ 19 [834, 1525, 1068, 1540]
sub-entry: — F. W. A., Schneidermstr., Böhmkenstr. 39, ✉ 9 [834, 1091, 1127, 1106]
sub-entry: — F. A. L., Tischlermstr., Kantstr. 38, ✉ 23 [834, 1075, 1091, 1090]
sub-entry: — R., Lagermstr., Heinrichstr. 37, ✉ 19 [1162, 833, 1401, 848]
sub-entry: — Alb., Portier, Karpfangerstr. 22, ✉ 9 [506, 1635, 739, 1650]
sub-entry: — H., Vogelweide 31, H. 2, ✉ 22 [834, 1365, 1031, 1380]
sub-entry: — H., Goldschmied, St. G. Langereihe 84, H. 4, ✉ 5 [834, 1300, 1147, 1315]
surname-entry: Rischka Wwe., C., Chorsängerin, Reinfeldstrasse 3, ✉ 13 [178, 604, 494, 635]
sub-entry: — Carl, Eier en gros, BCto: St. P. Creditb., ☎ II, 3965, Sophienstr. 29, ✉ 4 [834, 414, 1150, 445]
firm-entry: ⊙ Julius Rittelmeyer, IR. Möbelfabr., BCto: Deutsche B. Fil. Hbg., ☎ I, 9636, Sonnenau 11, ✉ 23, u. 44, ✉ 36, Wohn: ☎ IV, 2056, Ludolfstr. 39, ✉ 20 [506, 1332, 822, 1394]
surname-entry: Rissen, Frl. A., Angerstr., Daniel Schutte-Stift 26, ✉ 25 [178, 1293, 494, 1323]
surname-entry: Ritchie — [506, 398, 571, 413]
sub-entry: — Christian, ¹/F* Ritter & Surborg, BCto: Volksb., Diagonalstr. 4, ✉ 26 [834, 463, 1150, 493]
sub-entry: — Jacob, Arbtr., Nicolaistr. 8, H. 8, ✉ 9 [506, 1042, 743, 1057]
sub-entry: — Ph., Schutzmann, Osterstr. 143, ✉ 31 [1162, 800, 1405, 815]
left-margin-fragments [2, 100, 22, 744]
sub-entry: — Hermann, Prof. Dr. phil., Oberlehrer, Wagnerstrasse 74, ✉ 22 [1162, 1635, 1478, 1666]
sub-entry: — C. A. Wilh., Beamter, Kottwitzstr. 15, ✉ 30 [178, 1389, 450, 1404]
sub-entry: — J. J., Schneidermstr., Jägerstr. 1, ✉ 4 [1162, 476, 1398, 491]
surname-entry: Ritschen, Carl, Arbtr., Elsastr. 13, H. A, ✉ 22 [506, 768, 785, 783]
sub-entry: — W. D., Wirthschaft, ☎ V, 699, Jenischstrasse 30, ✉ 15 [506, 1140, 822, 1170]
column-4 [1162, 142, 1478, 1932]
surname-entry: Rischmüller, Chr., Kaufmann, Schäferkampsallee 39, ✉ 6 [178, 795, 494, 826]
sub-entry: — Heinr., Maschinist, Kampstr. 18, ✉ 6 [178, 1406, 416, 1421]
sub-entry: — Aug., Kleislieferant, BCto: C.- u. D.-B., ☎ I, 5376, Stadtdeich 16, ✉ 1 [834, 270, 1150, 300]
sub-entry: — Wwe., E., Sophienstr. 29, ✉ 4 [834, 717, 1029, 732]
margin-fragment [2, 330, 16, 353]
sub-entry: — Oberstleutn., Kellinghusenstr. 27, ✉ 20 [1162, 1267, 1416, 1282]
